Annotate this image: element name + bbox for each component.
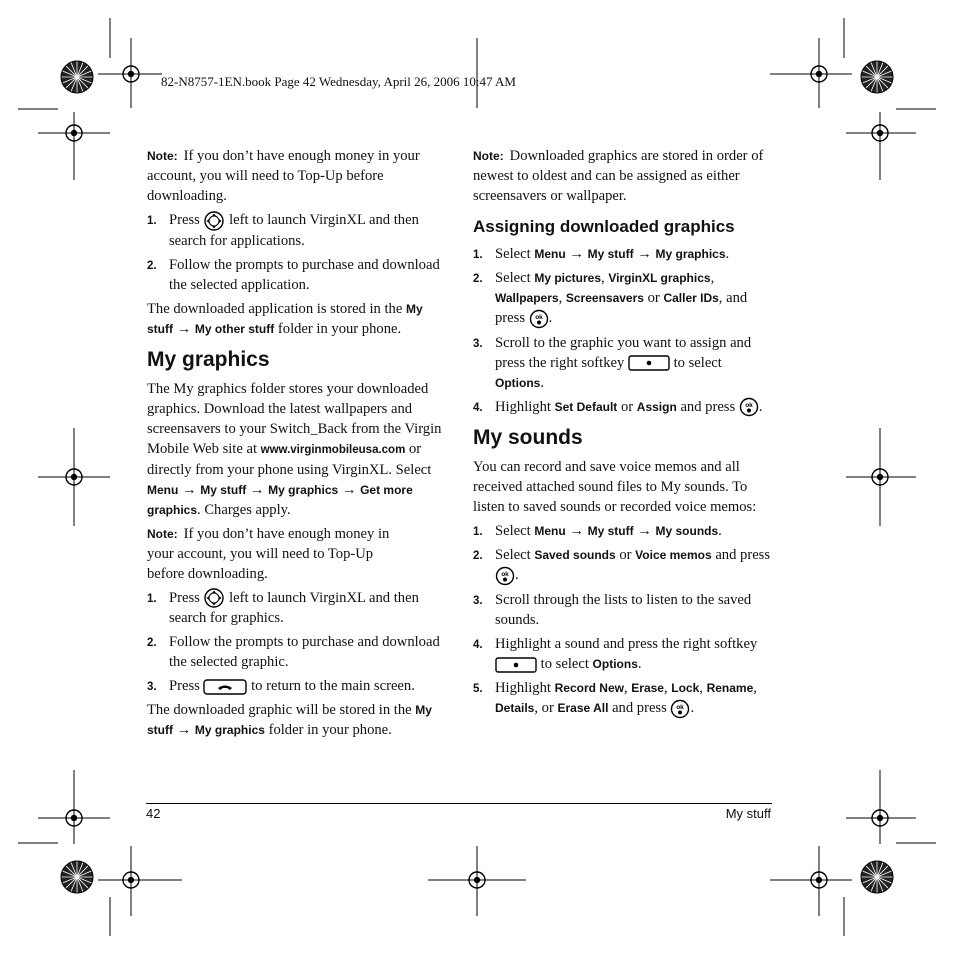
menu-item: My graphics <box>655 247 726 261</box>
menu-item: My stuff <box>200 482 247 497</box>
arrow: → <box>569 246 584 262</box>
menu-item: Menu <box>534 247 566 261</box>
list-item: 1. Select Menu → My stuff → My graphics. <box>473 244 773 264</box>
ok-key-icon <box>495 566 515 586</box>
body-text: The downloaded graphic will be stored in the <box>147 702 412 719</box>
step-text: to return to the main screen. <box>251 678 415 695</box>
list-item <box>147 676 447 696</box>
arrow: → <box>637 246 652 262</box>
step-text: and press <box>680 398 736 415</box>
step-number: 2. <box>147 637 157 650</box>
footer-rule <box>146 803 772 804</box>
body-text: or directly from your phone using VirginXL. Select <box>147 440 432 478</box>
step-text: Follow the prompts to purchase and download the selected graphic. <box>169 634 440 671</box>
step-number: 2. <box>473 550 483 563</box>
body-text: The My graphics folder stores your downloaded graphics. Download the latest wallpapers and screensavers to your Switch_Back from the Virgin Mobile Web site at <box>147 380 442 457</box>
list-item <box>473 590 773 630</box>
right-softkey-icon <box>628 355 670 371</box>
svg-text:ok: ok <box>501 570 509 578</box>
menu-item: VirginXL graphics <box>608 271 711 285</box>
menu-item: Rename <box>706 680 754 695</box>
step-number: 4. <box>473 638 483 651</box>
print-header: 82-N8757-1EN.book Page 42 Wednesday, April 26, 2006 10:47 AM <box>161 74 516 89</box>
web-link[interactable]: www.virginmobileusa.com <box>260 443 406 456</box>
list-item <box>147 588 447 629</box>
menu-item: My stuff <box>587 247 634 261</box>
menu-item: Lock <box>671 680 700 695</box>
page-number: 42 <box>146 806 161 821</box>
menu-item: My graphics <box>194 723 265 738</box>
menu-item: Get more graphics <box>147 482 413 517</box>
arrow: → <box>637 523 652 540</box>
step-text: Highlight <box>495 398 551 415</box>
menu-item: Caller IDs <box>663 291 719 305</box>
note-label: Note: <box>147 526 178 541</box>
end-key-icon <box>203 679 247 695</box>
list-item: 1. Select Menu → My stuff → My sounds. <box>473 521 773 541</box>
steps-graphics <box>147 588 447 697</box>
stored-application <box>147 299 447 339</box>
menu-item: My other stuff <box>194 321 275 336</box>
note-order <box>473 146 773 206</box>
step-number: 2. <box>473 273 483 285</box>
menu-item: My stuff <box>147 301 423 336</box>
menu-item: Screensavers <box>565 291 644 305</box>
arrow: → <box>341 481 357 498</box>
list-item: 2. Select Saved sounds or Voice memos and press ok . <box>473 545 773 586</box>
step-text: left to launch VirginXL and then search for graphics. <box>169 589 419 627</box>
step-text: left to launch VirginXL and then search for applications. <box>169 212 419 249</box>
step-text: Scroll through the lists to listen to the saved sounds. <box>495 591 752 628</box>
arrow: → <box>249 481 265 498</box>
note-download <box>147 146 447 206</box>
step-number: 3. <box>473 337 483 350</box>
menu-item: Menu <box>147 482 179 497</box>
menu-item: Record New <box>554 680 624 695</box>
step-text: or <box>541 699 554 716</box>
step-text: Select <box>495 547 531 564</box>
list-item: 5. Highlight Record New, Erase, Lock, Rename, Details, or Erase All and press ok . <box>473 678 773 719</box>
step-text: Highlight <box>495 679 551 696</box>
list-item: 2. Select My pictures, VirginXL graphics, Wallpapers, Screensavers or Caller IDs, and press ok . <box>473 268 773 329</box>
heading-my-graphics: My graphics <box>147 347 270 371</box>
note-label: Note: <box>147 149 178 163</box>
step-text: Press <box>169 212 200 228</box>
step-text: or <box>620 398 634 415</box>
step-text: Press <box>169 589 200 606</box>
menu-item: Voice memos <box>635 548 712 563</box>
step-text: Follow the prompts to purchase and download the selected application. <box>169 256 440 293</box>
step-text: and press <box>715 547 771 564</box>
body-text: folder in your phone. <box>277 320 402 337</box>
step-number: 1. <box>473 526 483 539</box>
menu-item: Wallpapers <box>495 291 559 305</box>
step-number: 1. <box>473 249 483 261</box>
menu-item: Menu <box>534 524 566 539</box>
menu-item: Erase <box>631 680 664 695</box>
step-text: Scroll to the graphic you want to assign and press the right softkey <box>495 334 752 371</box>
arrow: → <box>176 722 192 739</box>
note-text: Downloaded graphics are stored in order of newest to oldest and can be assigned as either screensavers or wallpaper. <box>473 148 764 204</box>
step-text: or <box>619 547 632 564</box>
menu-item: Details <box>495 700 535 715</box>
graphics-intro <box>147 379 447 520</box>
step-number: 4. <box>473 401 483 414</box>
step-number: 1. <box>147 592 157 605</box>
menu-item: My graphics <box>268 482 339 497</box>
list-item: 4. Highlight Set Default or Assign and press ok . <box>473 397 773 418</box>
arrow: → <box>182 481 197 498</box>
steps-applications <box>147 210 447 295</box>
heading-my-sounds: My sounds <box>473 426 583 450</box>
svg-text:ok: ok <box>745 402 753 410</box>
list-item <box>147 210 447 251</box>
right-column <box>473 146 773 723</box>
list-item: 3. Scroll to the graphic you want to assign and press the right softkey to select Options. <box>473 334 752 391</box>
steps-sounds <box>473 521 773 718</box>
step-number: 5. <box>473 682 483 695</box>
ok-key-icon <box>670 699 690 719</box>
nav-key-icon <box>203 211 225 231</box>
arrow: → <box>176 320 192 337</box>
list-item: 4. Highlight a sound and press the right softkey to select Options. <box>473 635 758 672</box>
note-text: If you don’t have enough money in your account, you will need to Top-Up before downloading. <box>147 525 390 582</box>
step-text: Select <box>495 523 531 540</box>
svg-text:ok: ok <box>676 703 685 711</box>
step-number: 2. <box>147 259 157 272</box>
menu-item: My pictures <box>534 271 602 285</box>
note-label: Note: <box>473 149 504 163</box>
menu-item: My sounds <box>655 524 719 539</box>
step-text: Press <box>169 678 200 695</box>
right-softkey-icon <box>495 657 537 673</box>
body-text: The downloaded application is stored in the <box>147 300 403 317</box>
menu-item: My stuff <box>147 703 432 738</box>
step-text: to select <box>540 655 589 672</box>
step-text: Select <box>495 270 531 286</box>
step-text: Highlight a sound and press the right softkey <box>495 635 758 652</box>
left-column <box>147 146 447 744</box>
body-text: . Charges apply. <box>197 501 291 518</box>
step-text: or <box>647 290 660 306</box>
note-text: If you don’t have enough money in your account, you will need to Top-Up before downloading. <box>147 148 420 204</box>
menu-item: Set Default <box>554 399 618 414</box>
step-text: and press <box>612 699 667 716</box>
menu-item: Assign <box>636 399 677 414</box>
step-text: Select <box>495 246 531 262</box>
note-download-2 <box>147 524 402 584</box>
steps-assign <box>473 244 773 417</box>
step-number: 1. <box>147 215 157 227</box>
menu-item: My stuff <box>587 524 634 539</box>
body-text: folder in your phone. <box>268 722 392 739</box>
stored-graphic <box>147 700 447 740</box>
menu-item: Erase All <box>557 700 609 715</box>
ok-key-icon <box>529 309 549 329</box>
menu-item: Options <box>495 375 541 390</box>
step-number: 3. <box>473 594 483 607</box>
list-item <box>147 255 447 295</box>
step-text: , and press <box>495 290 748 326</box>
arrow: → <box>569 523 584 540</box>
menu-item: Options <box>592 656 638 671</box>
heading-assigning-graphics: Assigning downloaded graphics <box>473 217 735 236</box>
menu-item: Saved sounds <box>534 548 616 563</box>
section-name: My stuff <box>725 806 771 821</box>
sounds-intro: You can record and save voice memos and all received attached sound files to My sounds. To listen to saved sounds or recorded voice memos: <box>473 459 757 516</box>
step-number: 3. <box>147 681 157 694</box>
step-text: to select <box>673 354 722 371</box>
list-item <box>147 632 447 672</box>
svg-text:ok: ok <box>534 313 543 321</box>
nav-key-icon <box>203 588 225 608</box>
ok-key-icon <box>739 397 759 417</box>
